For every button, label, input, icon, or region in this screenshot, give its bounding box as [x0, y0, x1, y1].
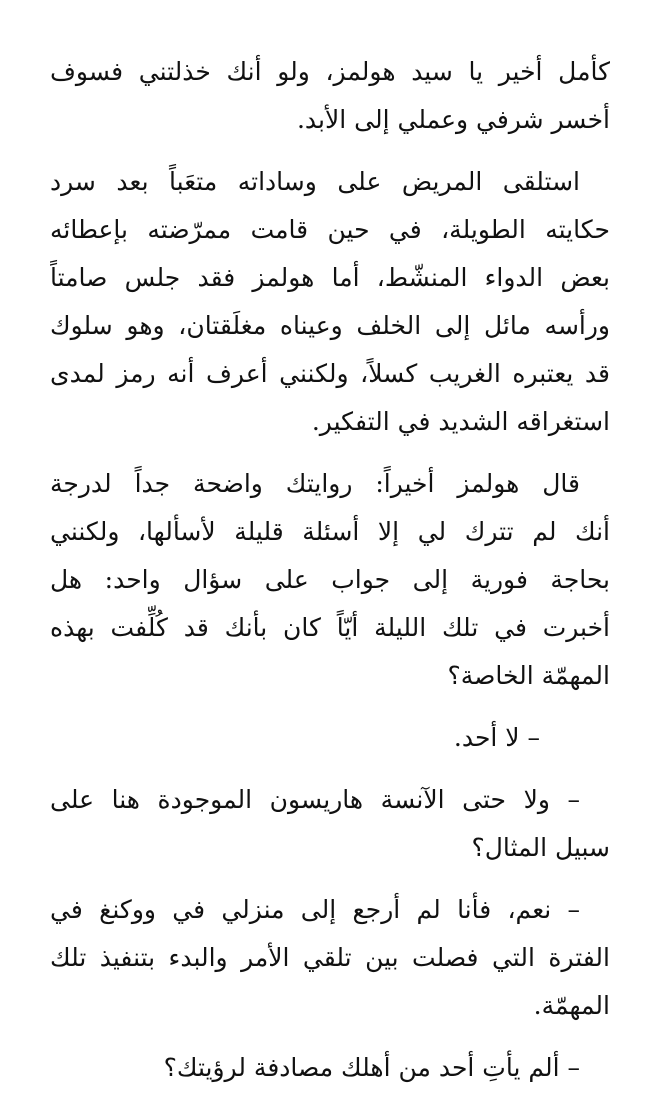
dialogue-woking [50, 886, 610, 1030]
dialogue-no-one [50, 714, 610, 762]
text-line: – لا أحد. [453, 723, 540, 752]
text-line: المهمّة. [533, 991, 610, 1020]
text-line: سبيل المثال؟ [471, 833, 610, 862]
text-line: أخسر شرفي وعملي إلى الأبد. [296, 105, 610, 134]
text-line: الفترة التي فصلت بين تلقي الأمر والبدء بتنفيذ تلك [50, 943, 610, 972]
text-line: ورأسه مائل إلى الخلف وعيناه مغلَقتان، وهو سلوك [50, 311, 610, 340]
text-line: استلقى المريض على وساداته متعَباً بعد سرد [50, 167, 580, 196]
text-line: أنك لم تترك لي إلا أسئلة قليلة لأسألها، ولكنني [50, 517, 610, 546]
text-line: أخبرت في تلك الليلة أيّاً كان بأنك قد كُلِّفت بهذه [50, 613, 610, 642]
paragraph-holmes-question [50, 460, 610, 700]
dialogue-miss-harrison [50, 776, 610, 872]
text-line: – ألم يأتِ أحد من أهلك مصادفة لرؤيتك؟ [163, 1053, 580, 1082]
text-line: المهمّة الخاصة؟ [447, 661, 610, 690]
text-line: بحاجة فورية إلى جواب على سؤال واحد: هل [50, 565, 610, 594]
dialogue-family-visit [50, 1044, 610, 1092]
text-line: قد يعتبره الغريب كسلاً، ولكنني أعرف أنه رمز لمدى [50, 359, 610, 388]
text-line: قال هولمز أخيراً: روايتك واضحة جداً لدرجة [50, 469, 580, 498]
text-line: كأمل أخير يا سيد هولمز، ولو أنك خذلتني فسوف [50, 57, 610, 86]
text-line: استغراقه الشديد في التفكير. [311, 407, 610, 436]
text-line: – ولا حتى الآنسة هاريسون الموجودة هنا على [50, 785, 580, 814]
text-line: بعض الدواء المنشّط، أما هولمز فقد جلس صامتاً [50, 263, 610, 292]
text-line: – نعم، فأنا لم أرجع إلى منزلي في ووكنغ في [50, 895, 580, 924]
paragraph-continuation [50, 48, 610, 144]
book-page [50, 48, 610, 1106]
paragraph-patient-rests [50, 158, 610, 446]
text-line: حكايته الطويلة، في حين قامت ممرّضته بإعطائه [50, 215, 610, 244]
